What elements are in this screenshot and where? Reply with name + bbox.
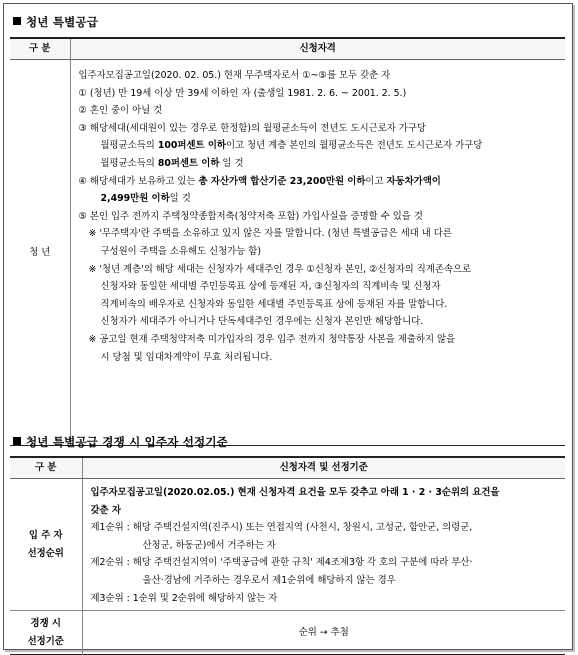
- square-bullet-icon: [13, 437, 21, 445]
- eligibility-table: [10, 37, 565, 446]
- rank-intro: 입주자모집공고일(2020.02.05.) 현재 신청자격 요건을 모두 갖추고 아래 1 · 2 · 3순위의 요건을: [90, 487, 500, 498]
- header-eligibility: 신청자격: [70, 38, 565, 60]
- rank-1-cont: 산청군, 하동군)에서 거주하는 자: [142, 539, 276, 551]
- note-2-cont1: 신청자와 동일한 세대별 주민등록표 상에 등재된 자, ③신청자의 직계비속 및 신청자: [100, 281, 441, 293]
- criterion-3-cont1: 월평균소득의 100퍼센트 이하이고 청년 계층 본인의 월평균소득은 전년도 도시근로자 가구당: [100, 140, 483, 152]
- rank-2: 제2순위 : 해당 주택건설지역이 '주택공급에 관한 규칙' 제4조제3항 각 호의 구분에 따라 부산·: [90, 557, 473, 569]
- rank-3: 제3순위 : 1순위 및 2순위에 해당하지 않는 자: [90, 592, 278, 604]
- note-2-cont3: 신청자가 세대주가 아니거나 단독세대주인 경우에는 신청자 본인만 해당합니다.: [100, 316, 424, 328]
- note-3: ※ 공고일 현재 주택청약저축 미가입자의 경우 입주 전까지 청약통장 사본을 제출하지 않을: [88, 333, 456, 345]
- criterion-1: ① (청년) 만 19세 이상 만 39세 이하인 자 (출생일 1981. 2. 6. ~ 2001. 2. 5.): [78, 87, 407, 99]
- criterion-5: ⑤ 본인 입주 전까지 주택청약종합저축(청약저축 포함) 가입사실을 증명할 수 있을 것: [78, 210, 423, 222]
- section1-title: 청년 특별공급: [13, 14, 98, 30]
- competition-value: 순위 → 추첨: [82, 611, 565, 655]
- criterion-3: ③ 해당세대(세대원이 있는 경우로 한정함)의 월평균소득이 전년도 도시근로자 가구당: [78, 122, 426, 134]
- eligibility-content: [70, 60, 565, 446]
- note-2: ※ '청년 계층'의 해당 세대는 신청자가 세대주인 경우 ①신청자 본인, ②신청자의 직계존속으로: [88, 263, 472, 275]
- criterion-2: ② 혼인 중이 아닐 것: [78, 105, 163, 117]
- intro-line: 입주자모집공고일(2020. 02. 05.) 현재 무주택자로서 ①~⑤를 모두 갖춘 자: [78, 70, 391, 81]
- square-bullet-icon: [13, 17, 21, 25]
- header-category-2: 구 분: [10, 457, 82, 479]
- header-category: 구 분: [10, 38, 70, 60]
- rank-intro-cont: 갖춘 자: [90, 504, 121, 516]
- selection-rank-content: [82, 479, 565, 611]
- row-label-selection-rank: 입 주 자 선정순위: [10, 479, 82, 611]
- row-label-competition: 경쟁 시 선정기준: [10, 611, 82, 655]
- rank-1: 제1순위 : 해당 주택건설지역(진주시) 또는 연접지역 (사천시, 창원시, 고성군, 함안군, 의령군,: [90, 522, 473, 534]
- note-3-cont: 시 당첨 및 임대차계약이 무효 처리됩니다.: [100, 351, 273, 363]
- note-2-cont2: 직계비속의 배우자로 신청자와 동일한 세대별 주민등록표 상에 등재된 자를 말합니다.: [100, 298, 448, 310]
- note-1: ※ '무주택자'란 주택을 소유하고 있지 않은 자를 말합니다. (청년 특별공급은 세대 내 다른: [88, 228, 452, 240]
- criterion-4-cont: 2,499만원 이하일 것: [100, 193, 191, 205]
- criterion-3-cont2: 월평균소득의 80퍼센트 이하 일 것: [100, 157, 244, 169]
- section2-title: 청년 특별공급 경쟁 시 입주자 선정기준: [13, 434, 228, 450]
- selection-criteria-table: [10, 456, 565, 655]
- header-criteria: 신청자격 및 선정기준: [82, 457, 565, 479]
- criterion-4: ④ 해당세대가 보유하고 있는 총 자산가액 합산기준 23,200만원 이하이고 자동차가액이: [78, 175, 441, 187]
- row-label-youth: 청 년: [10, 60, 70, 446]
- note-1-cont: 구성원이 주택을 소유해도 신청가능 함): [100, 245, 261, 257]
- rank-2-cont: 울산·경남에 거주하는 경우로서 제1순위에 해당하지 않는 경우: [142, 574, 396, 586]
